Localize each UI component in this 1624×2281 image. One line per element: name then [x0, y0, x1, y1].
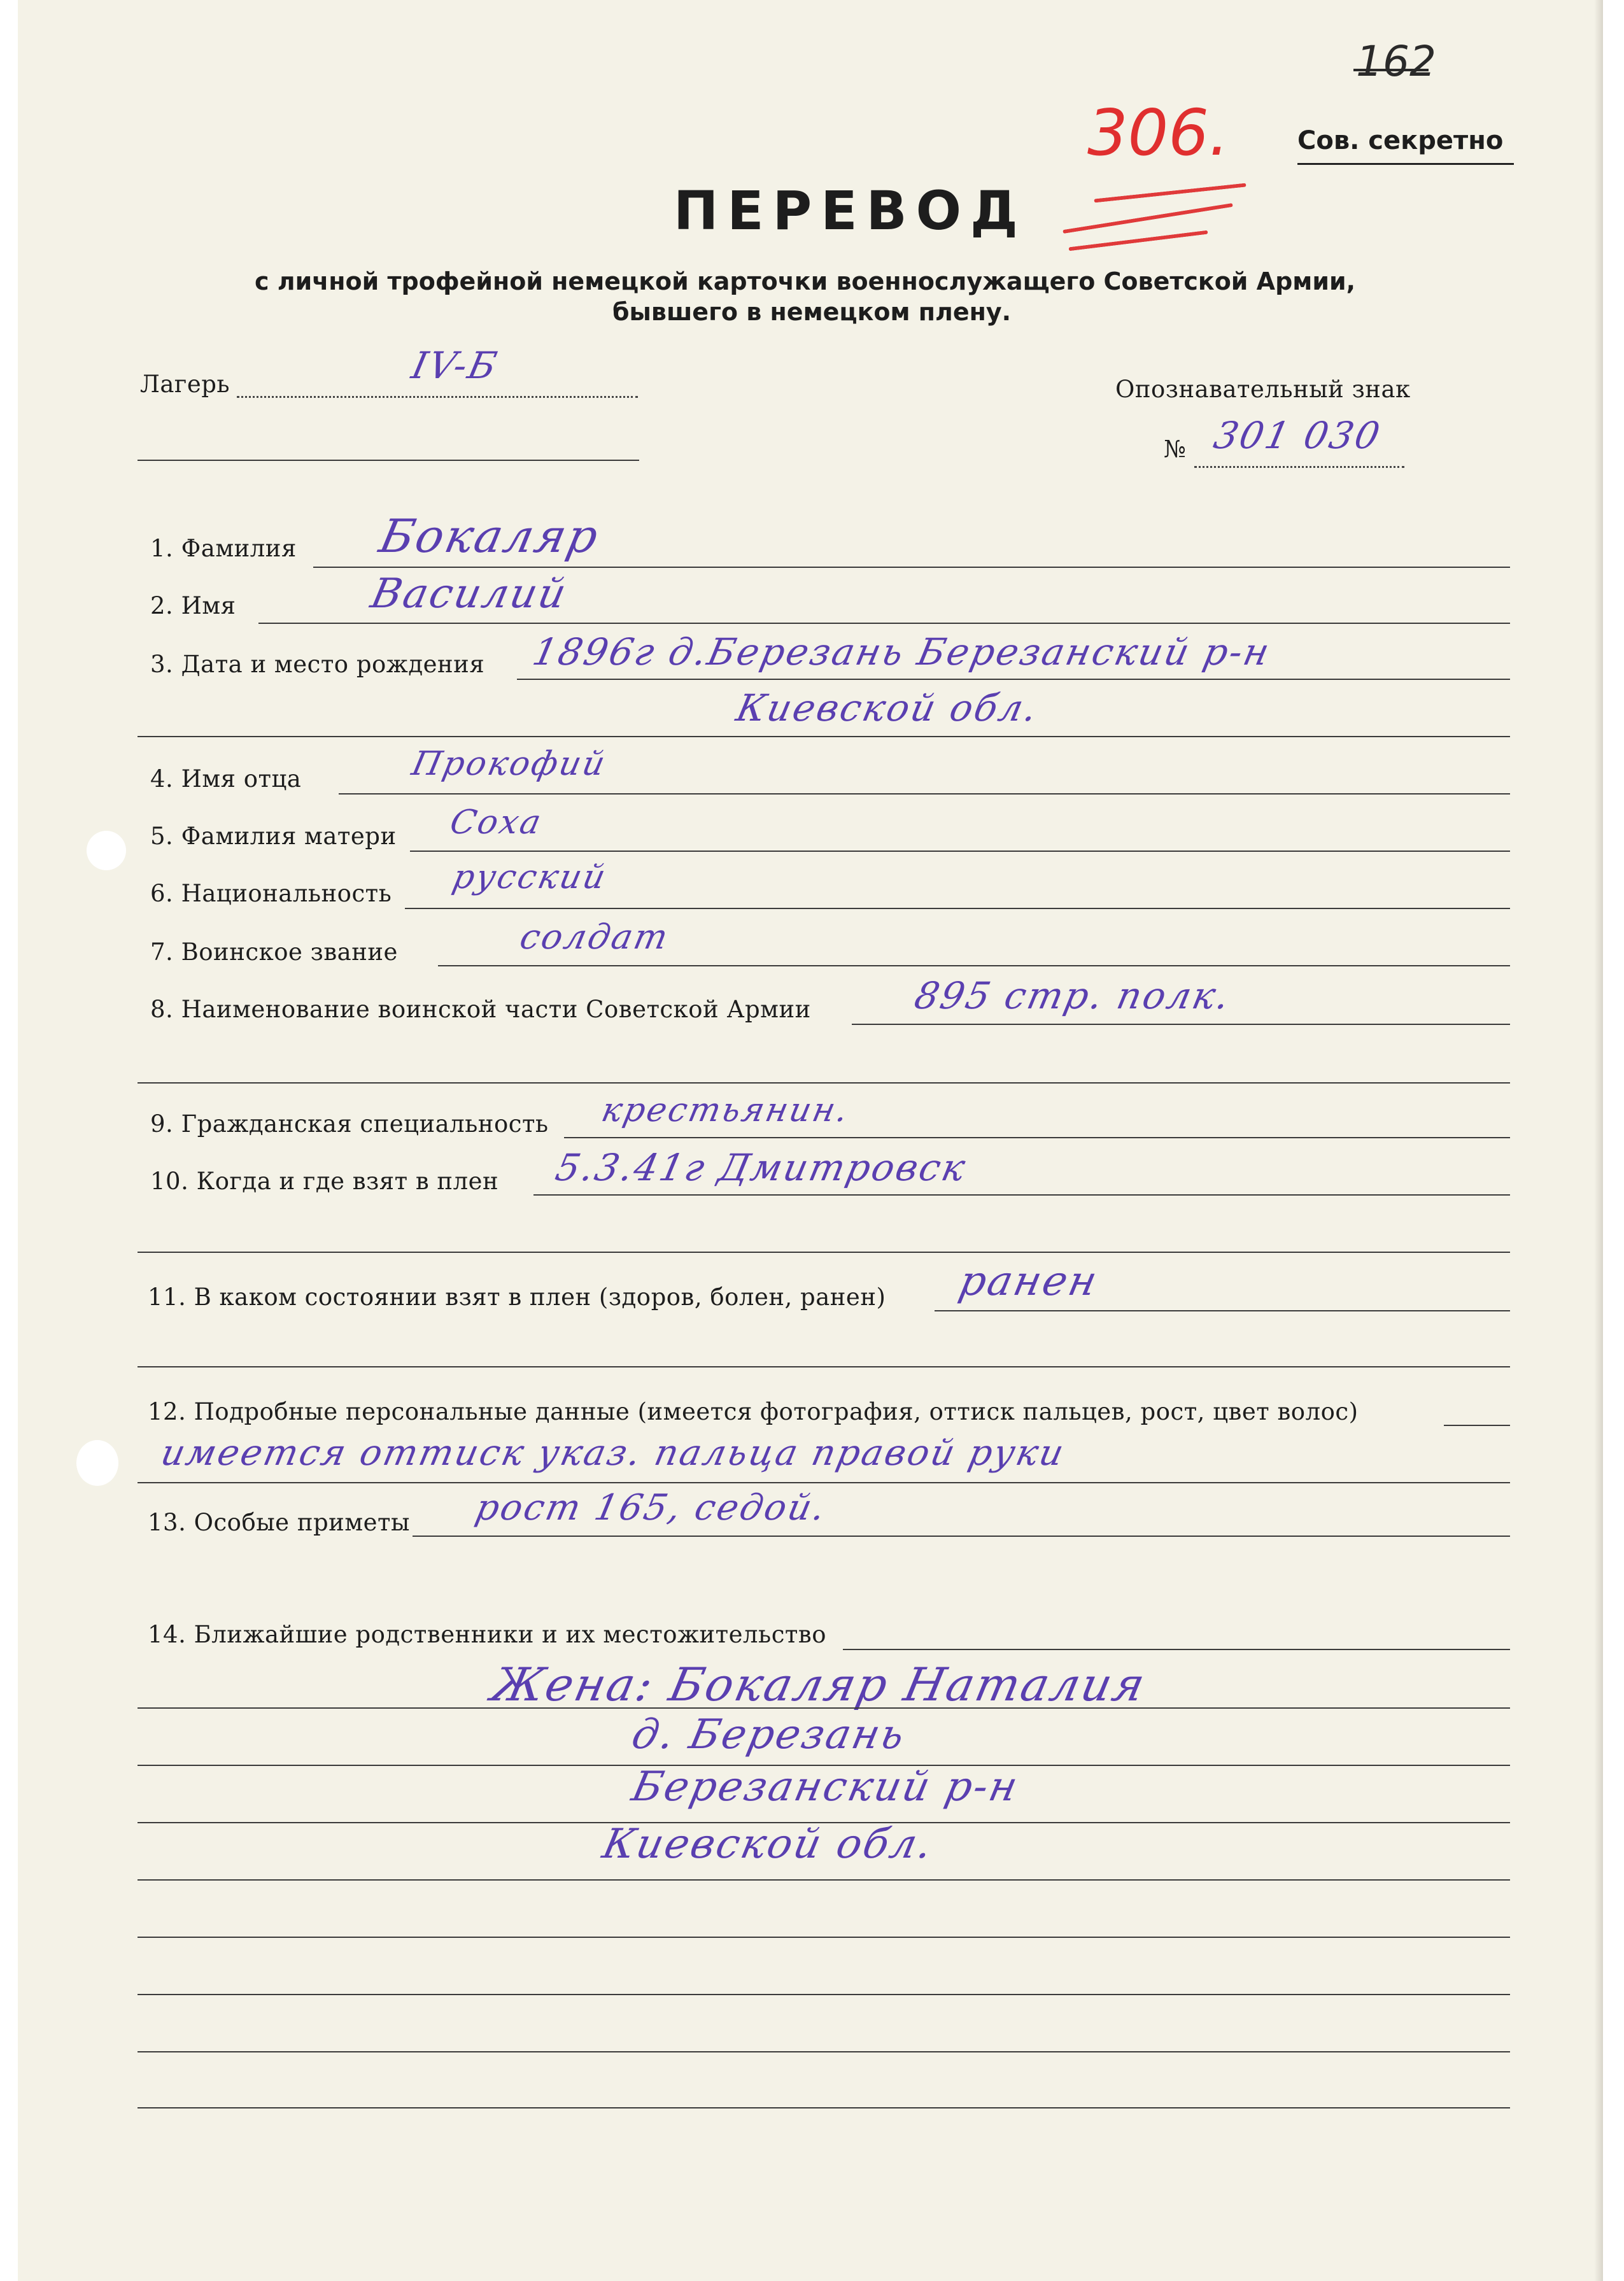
- field-12-value: имеется оттиск указ. пальца правой руки: [157, 1432, 1070, 1474]
- field-8-line: [852, 1024, 1510, 1025]
- field-3-line: [517, 679, 1510, 680]
- field-3-label: 3. Дата и место рождения: [150, 651, 485, 678]
- field-3-value: 1896г д.Березань Березанский р-н: [528, 630, 1275, 674]
- field-13-label: 13. Особые приметы: [148, 1509, 410, 1536]
- field-8-value: 895 стр. полк.: [910, 974, 1236, 1017]
- field-3-line-2: [138, 736, 1510, 737]
- camp-line: [237, 396, 638, 398]
- field-6-label: 6. Национальность: [150, 880, 392, 907]
- field-12-line: [1444, 1425, 1510, 1426]
- field-11-value: ранен: [955, 1258, 1103, 1305]
- field-8-line-2: [138, 1082, 1510, 1084]
- field-10-line: [533, 1194, 1510, 1196]
- camp-value: IV-Б: [407, 344, 502, 387]
- field-1-label: 1. Фамилия: [150, 535, 297, 562]
- field-14-line: [843, 1649, 1510, 1650]
- field-6-value: русский: [449, 858, 611, 896]
- document-title: ПЕРЕВОД: [674, 180, 1027, 242]
- field-14-line-6: [138, 1937, 1510, 1938]
- relative-line-2: д. Березань: [628, 1711, 910, 1758]
- field-5-line: [410, 851, 1510, 852]
- classification-underline: [1297, 163, 1514, 165]
- relative-line-3: Березанский р-н: [628, 1763, 1024, 1811]
- field-6-line: [405, 908, 1510, 909]
- field-4-label: 4. Имя отца: [150, 765, 302, 793]
- field-9-label: 9. Гражданская специальность: [150, 1110, 549, 1138]
- field-14-line-9: [138, 2107, 1510, 2108]
- punch-hole: [76, 1440, 118, 1486]
- id-tag-label: Опознавательный знак: [1115, 376, 1411, 403]
- field-5-value: Соха: [446, 803, 546, 842]
- field-14-line-7: [138, 1994, 1510, 1995]
- id-tag-line: [1194, 466, 1404, 468]
- classification-stamp: Сов. секретно: [1297, 126, 1504, 155]
- relative-line-4: Киевской обл.: [598, 1821, 938, 1868]
- field-11-line: [935, 1310, 1510, 1311]
- field-9-line: [564, 1137, 1510, 1138]
- field-12-line-2: [138, 1482, 1510, 1483]
- field-7-line: [438, 965, 1510, 966]
- archive-number-red: 306.: [1087, 95, 1229, 170]
- field-4-line: [339, 793, 1510, 794]
- field-10-line-2: [138, 1252, 1510, 1253]
- document-sheet: [18, 0, 1603, 2281]
- field-10-label: 10. Когда и где взят в плен: [150, 1168, 499, 1195]
- field-13-value: рост 165, седой.: [472, 1487, 831, 1529]
- red-underline: [1063, 203, 1233, 234]
- field-2-value: Василий: [367, 570, 572, 618]
- field-8-label: 8. Наименование воинской части Советской Армии: [150, 996, 811, 1023]
- field-13-line: [413, 1536, 1510, 1537]
- field-14-line-8: [138, 2051, 1510, 2052]
- field-2-label: 2. Имя: [150, 592, 236, 619]
- red-underline: [1094, 183, 1246, 202]
- field-9-value: крестьянин.: [598, 1091, 854, 1129]
- field-5-label: 5. Фамилия матери: [150, 823, 397, 850]
- field-14-line-2: [138, 1707, 1510, 1709]
- field-2-line: [258, 623, 1510, 624]
- field-10-value: 5.3.41г Дмитровск: [551, 1146, 971, 1189]
- punch-hole: [87, 831, 126, 870]
- field-11-line-2: [138, 1366, 1510, 1367]
- relative-line-1: Жена: Бокаляр Наталия: [487, 1658, 1152, 1711]
- archive-number-old: 162: [1356, 37, 1436, 86]
- archive-number-strike: [1353, 69, 1429, 71]
- camp-label: Лагерь: [140, 371, 230, 398]
- field-1-line: [313, 567, 1510, 568]
- field-14-line-5: [138, 1879, 1510, 1881]
- field-7-value: солдат: [516, 917, 674, 957]
- field-3-value-2: Киевской обл.: [732, 686, 1043, 730]
- field-1-value: Бокаляр: [375, 509, 605, 563]
- field-4-value: Прокофий: [408, 745, 611, 783]
- field-11-label: 11. В каком состоянии взят в плен (здоров, болен, ранен): [148, 1283, 886, 1311]
- field-14-label: 14. Ближайшие родственники и их местожительство: [148, 1621, 826, 1648]
- id-tag-value: 301 030: [1210, 414, 1386, 457]
- camp-line-2: [138, 460, 639, 461]
- document-subtitle-line2: бывшего в немецком плену.: [612, 298, 1012, 326]
- red-underline: [1068, 230, 1208, 251]
- field-7-label: 7. Воинское звание: [150, 938, 398, 966]
- document-subtitle-line1: с личной трофейной немецкой карточки военнослужащего Советской Армии,: [255, 267, 1356, 295]
- field-12-label: 12. Подробные персональные данные (имеется фотография, оттиск пальцев, рост, цвет волос): [148, 1398, 1359, 1425]
- id-tag-number-sign: №: [1164, 435, 1187, 463]
